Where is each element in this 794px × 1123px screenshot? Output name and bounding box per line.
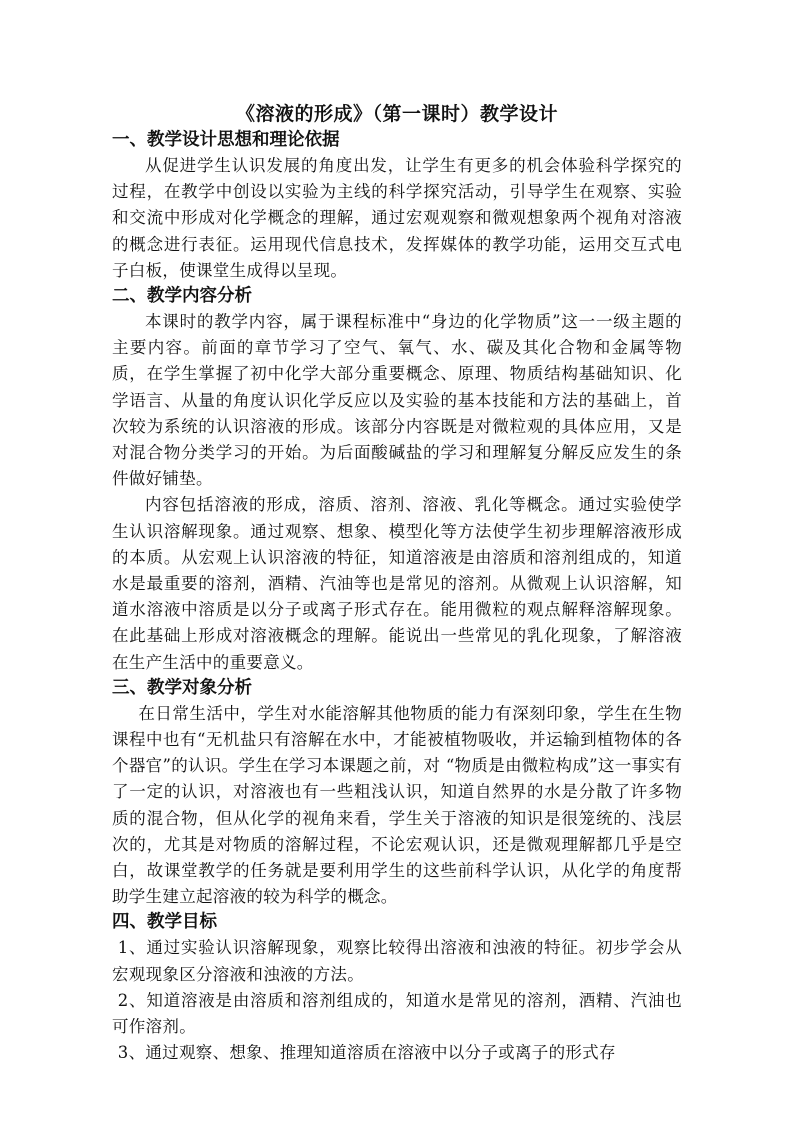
section-audience-analysis (112, 676, 682, 911)
section-heading: 三、教学对象分析 (112, 677, 252, 698)
goal-item: 2、知道溶液是由溶质和溶剂组成的，知道水是常见的溶剂，酒精、汽油也可作溶剂。 (112, 990, 682, 1037)
paragraph: 从促进学生认识发展的角度出发，让学生有更多的机会体验科学探究的过程，在教学中创设以实验为主线的科学探究活动，引导学生在观察、实验和交流中形成对化学概念的理解，通过宏观观察和微观想象两个视角对溶液的概念进行表征。运用现代信息技术，发挥媒体的教学功能，运用交互式电子白板，使课堂生成得以呈现。 (112, 156, 682, 280)
document-title: 《溶液的形成》（第一课时）教学设计 (235, 103, 558, 125)
goal-item: 1、通过实验认识溶解现象，观察比较得出溶液和浊液的特征。初步学会从宏观现象区分溶液和浊液的方法。 (112, 938, 682, 984)
paragraph: 本课时的教学内容，属于课程标准中“身边的化学物质”这一一级主题的主要内容。前面的章节学习了空气、氧气、水、碳及其化合物和金属等物质，在学生掌握了初中化学大部分重要概念、原理、物质结构基础知识、化学语言、从量的角度认识化学反应以及实验的基本技能和方法的基础上，首次较为系统的认识溶液的形成。该部分内容既是对微粒观的具体应用，又是对混合物分类学习的开始。为后面酸碱盐的学习和理解复分解反应发生的条件做好铺垫。 (112, 312, 682, 489)
paragraph: 内容包括溶液的形成，溶质、溶剂、溶液、乳化等概念。通过实验使学生认识溶解现象。通过观察、想象、模型化等方法使学生初步理解溶液形成的本质。从宏观上认识溶液的特征，知道溶液是由溶质和溶剂组成的，知道水是最重要的溶剂，酒精、汽油等也是常见的溶剂。从微观上认识溶解，知道水溶液中溶质是以分子或离子形式存在。能用微粒的观点解释溶解现象。 在此基础上形成对溶液概念的理解。能说出一些常见的乳化现象，了解溶液在生产生活中的重要意义。 (112, 495, 682, 672)
section-heading: 四、教学目标 (112, 912, 217, 933)
document-page (112, 100, 682, 1067)
paragraph: 在日常生活中，学生对水能溶解其他物质的能力有深刻印象，学生在生物课程中也有“无机盐只有溶解在水中，才能被植物吸收，并运输到植物体的各个器官”的认识。学生在学习本课题之前，对 “物质是由微粒构成”这一事实有了一定的认识，对溶液也有一些粗浅认识，知道自然界的水是分散了许多物质的混合物，但从化学的视角来看，学生关于溶液的知识是很笼统的、浅层次的，尤其是对物质的溶解过程，不论宏观认识，还是微观理解都几乎是空白，故课堂教学的任务就是要利用学生的这些前科学认识，从化学的角度帮助学生建立起溶液的较为科学的概念。 (112, 703, 682, 907)
section-teaching-goals (112, 910, 682, 1066)
section-heading: 一、教学设计思想和理论依据 (112, 130, 340, 150)
section-content-analysis (112, 284, 682, 676)
section-heading: 二、教学内容分析 (112, 286, 252, 307)
section-design-rationale (112, 128, 682, 284)
goal-item: 3、通过观察、想象、推理知道溶质在溶液中以分子或离子的形式存 (117, 1043, 616, 1063)
